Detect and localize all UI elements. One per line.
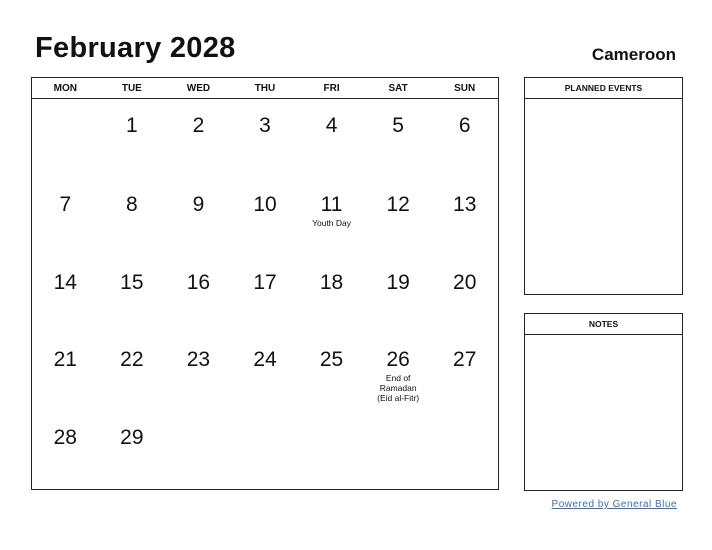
weekday-mon: MON: [53, 83, 77, 94]
day-cell[interactable]: [232, 178, 299, 256]
country-label: Cameroon: [591, 45, 676, 64]
holiday-label: End of Ramadan (Eid al-Fitr): [377, 373, 420, 403]
day-number: 23: [186, 348, 211, 371]
powered-by-link[interactable]: Powered by General Blue: [551, 499, 677, 510]
weekday-tue: TUE: [121, 83, 142, 94]
day-number: 1: [126, 114, 138, 137]
day-cell[interactable]: [298, 256, 365, 333]
day-cell[interactable]: [365, 99, 432, 178]
day-cell[interactable]: [32, 333, 99, 411]
day-cell[interactable]: [431, 333, 498, 411]
day-cell[interactable]: [232, 99, 299, 178]
day-number: 28: [53, 426, 77, 449]
day-number: 12: [386, 193, 410, 216]
day-number: 11: [320, 193, 343, 216]
day-number: 17: [253, 271, 277, 294]
day-cell[interactable]: [365, 256, 432, 333]
day-cell[interactable]: [99, 99, 166, 178]
day-number: 22: [120, 348, 144, 371]
day-cell[interactable]: [298, 178, 365, 256]
day-number: 4: [325, 114, 338, 137]
day-number: 25: [319, 348, 344, 371]
day-number: 20: [453, 271, 477, 294]
day-number: 14: [53, 271, 77, 294]
day-cell[interactable]: [165, 99, 232, 178]
day-cell[interactable]: [431, 99, 498, 178]
day-cell[interactable]: [32, 99, 99, 178]
day-cell[interactable]: [298, 99, 365, 178]
holiday-label: Youth Day: [312, 218, 352, 228]
day-number: 10: [253, 193, 277, 216]
day-number: 19: [386, 271, 410, 294]
day-cell[interactable]: [431, 178, 498, 256]
day-cell[interactable]: [99, 256, 166, 333]
weekday-fri: FRI: [323, 83, 340, 94]
day-number: 21: [53, 348, 77, 371]
day-cell[interactable]: [365, 333, 432, 411]
day-cell[interactable]: [165, 256, 232, 333]
day-cell[interactable]: [32, 256, 99, 333]
day-cell[interactable]: [32, 178, 99, 256]
day-number: 26: [386, 348, 410, 371]
day-number: 13: [453, 193, 477, 216]
day-cell[interactable]: [298, 333, 365, 411]
day-cell[interactable]: [365, 178, 432, 256]
day-number: 8: [126, 193, 138, 216]
day-cell[interactable]: [232, 333, 299, 411]
weekday-sat: SAT: [388, 83, 408, 94]
day-cell[interactable]: [431, 411, 498, 489]
day-cell[interactable]: [431, 256, 498, 333]
day-cell[interactable]: [99, 178, 166, 256]
day-number: 3: [259, 114, 271, 137]
weekday-thu: THU: [254, 83, 276, 94]
day-number: 7: [59, 193, 72, 216]
day-cell[interactable]: [165, 333, 232, 411]
weekday-sun: SUN: [454, 83, 476, 94]
day-cell[interactable]: [232, 411, 299, 489]
weekday-wed: WED: [186, 83, 211, 94]
day-number: 24: [253, 348, 277, 371]
page-title: February 2028: [35, 32, 236, 64]
notes-heading: NOTES: [525, 314, 682, 335]
day-number: 9: [192, 193, 205, 216]
day-number: 18: [319, 271, 344, 294]
notes-panel[interactable]: [524, 313, 683, 491]
day-cell[interactable]: [298, 411, 365, 489]
day-number: 5: [392, 114, 404, 137]
day-cell[interactable]: [232, 256, 299, 333]
day-number: 16: [186, 271, 211, 294]
calendar-grid: [31, 77, 499, 490]
day-cell[interactable]: [165, 178, 232, 256]
planned-events-panel[interactable]: [524, 77, 683, 295]
weekday-header-row: [32, 78, 498, 99]
day-cell[interactable]: [165, 411, 232, 489]
planned-events-heading: PLANNED EVENTS: [525, 78, 682, 99]
day-cell[interactable]: [99, 333, 166, 411]
day-number: 29: [120, 426, 144, 449]
day-cell[interactable]: [32, 411, 99, 489]
day-number: 6: [458, 114, 471, 137]
day-cell[interactable]: [99, 411, 166, 489]
day-number: 15: [120, 271, 144, 294]
day-number: 27: [453, 348, 477, 371]
day-number: 2: [192, 114, 205, 137]
day-cell[interactable]: [365, 411, 432, 489]
calendar-weeks: [32, 99, 498, 489]
